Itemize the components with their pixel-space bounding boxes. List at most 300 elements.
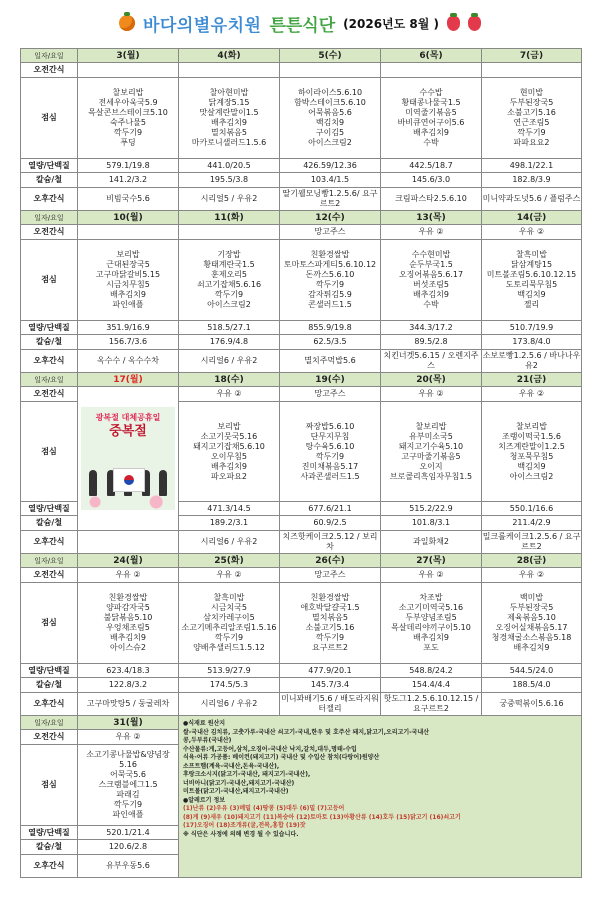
lunch-item: 오징어볶음5.6.17 [398,270,464,279]
lunch-item: 멸치볶음5 [311,613,348,622]
nutrition-row [21,159,582,173]
day-header: 18(수) [179,373,280,387]
lunch-item: 돈까스5.6.10 [305,270,355,279]
lunch-item: 우엉채조림5 [106,623,150,632]
lunch-item: 친환경쌀밥 [310,593,350,602]
lunch-cell [280,402,381,502]
am-snack-cell [179,225,280,240]
nutrition-cell: 518.5/27.1 [179,321,280,335]
lunch-item: 황태콩나물국1.5 [401,98,461,107]
row-label-lunch: 점심 [21,745,78,826]
lunch-item: 포도 [423,643,439,652]
lunch-items [179,422,279,482]
lunch-item: 푸딩 [120,138,136,147]
nutrition-cell: 544.5/24.0 [482,664,582,678]
lunch-item: 소고기메추리알조림1.5.16 [181,623,277,632]
pm-snack-row [21,693,582,716]
title-bar [0,0,600,46]
holiday-name: 중복절 [109,424,147,439]
notes-line: ※ 식단은 사정에 의해 변경 될 수 있습니다. [183,830,299,838]
lunch-item: 쇠고기잡채5.6.16 [196,280,262,289]
row-label-calcium: 칼슘/철 [21,840,78,855]
holiday-title: 광복절 대체공휴일 [95,413,161,422]
week-header-row [21,211,582,225]
notes-panel [179,716,582,878]
pm-snack-cell: 핫도그1.2.5.6.10.12.15 / 요구르트2 [381,693,482,716]
pm-snack-cell: 시리얼6 / 우유2 [179,693,280,716]
lunch-item: 목살콘브스테이크5.10 [88,108,168,117]
lunch-item: 오징어실채볶음5.17 [495,623,568,632]
lunch-item: 짜장밥5.6.10 [305,421,355,431]
holiday-cell [78,387,179,531]
lunch-item: 어묵볶음5.6 [308,108,352,117]
day-header: 21(금) [482,373,582,387]
lunch-item: 애호박달걀국1.5 [300,603,360,612]
am-snack-cell [280,63,381,78]
nutrition-cell: 351.9/16.9 [78,321,179,335]
nutrition-cell: 344.3/17.2 [381,321,482,335]
row-label-am-snack: 오전간식 [21,387,78,402]
am-snack-cell: 우유 ② [78,730,179,745]
lunch-items [280,88,380,148]
am-snack-cell: 망고주스 [280,225,381,240]
lunch-item: 깍두기9 [214,633,244,642]
lunch-item: 찰보리밥 [516,421,547,431]
lunch-item: 멸치볶음5 [210,128,247,137]
calcium-cell: 176.9/4.8 [179,335,280,350]
week-header-row [21,554,582,568]
day-header: 12(수) [280,211,381,225]
lunch-item: 제육볶음5.10 [507,613,556,622]
lunch-cell [482,402,582,502]
lunch-item: 깍두기9 [315,633,345,642]
lunch-item: 닭계장5.15 [208,98,250,107]
lunch-item: 전세우아욱국5.9 [98,98,158,107]
nutrition-cell: 579.1/19.8 [78,159,179,173]
lunch-items [179,593,279,653]
lunch-item: 수박 [423,300,439,309]
lunch-cell [179,240,280,321]
lunch-item: 근대된장국5 [106,260,150,269]
lunch-cell [78,240,179,321]
pm-snack-row [21,350,582,373]
person-icon [159,470,167,496]
lunch-item: 시금치국5 [210,603,247,612]
am-snack-cell [482,63,582,78]
lunch-item: 찰보리밥 [415,421,447,431]
row-label-lunch: 점심 [21,240,78,321]
am-snack-cell: 우유 ② [179,568,280,583]
lunch-item: 함박스테이크5.6.10 [294,98,366,107]
lunch-items [381,250,481,310]
am-snack-cell [381,63,482,78]
lunch-item: 단무지무침 [310,431,350,441]
lunch-items [280,593,380,653]
row-label-header: 일자/요일 [21,49,78,63]
am-snack-cell: 우유 ② [482,225,582,240]
nutrition-cell: 513.9/27.9 [179,664,280,678]
day-header: 10(월) [78,211,179,225]
am-snack-cell [78,63,179,78]
lunch-item: 아이스크림2 [308,138,352,147]
row-label-calcium: 칼슘/철 [21,335,78,350]
lunch-item: 바비큐연어구이5.6 [397,118,465,127]
lunch-row [21,583,582,664]
lunch-item: 깍두기9 [315,451,345,461]
pm-snack-cell [78,531,179,554]
menu-title: 튼튼식단 [269,15,336,36]
day-header: 25(화) [179,554,280,568]
row-label-lunch: 점심 [21,583,78,664]
nutrition-cell: 477.9/20.1 [280,664,381,678]
lunch-item: 토마토스파게티5.6.10.12 [283,260,377,269]
lunch-cell [482,240,582,321]
lunch-item: 탕수육5.6.10 [305,441,355,451]
lunch-item: 청포묵무침5 [509,451,554,461]
calcium-cell: 174.5/5.3 [179,678,280,693]
pm-snack-cell: 옥수수 / 옥수수차 [78,350,179,373]
lunch-item: 배추김치9 [513,643,550,652]
week-header-row [21,49,582,63]
pm-snack-row [21,531,582,554]
pm-snack-cell: 미니꽈배기5.6 / 배도라지워터젤리 [280,693,381,716]
lunch-item: 도토리묵무침5 [505,280,558,289]
lunch-item: 사과콘샐러드1.5 [300,471,360,481]
lunch-item: 깍두기9 [214,290,244,299]
am-snack-cell: 우유 ② [381,225,482,240]
lunch-cell [381,402,482,502]
lunch-item: 소불고기5.16 [507,108,556,117]
nutrition-cell: 520.1/21.4 [78,826,179,840]
lunch-cell [482,583,582,664]
row-label-calcium: 칼슘/철 [21,173,78,188]
lunch-item: 아이스슈2 [109,643,146,652]
lunch-item: 5.16 [119,760,137,769]
calcium-cell: 101.8/3.1 [381,516,482,531]
day-header: 13(목) [381,211,482,225]
lunch-item: 소고기뭇국5.16 [200,431,258,441]
pm-snack-cell: 미니약과도넛5.6 / 플럼주스 [482,188,582,211]
lunch-cell [381,78,482,159]
lunch-items [482,422,581,482]
am-snack-cell: 우유 ② [381,568,482,583]
lunch-items [482,250,581,310]
day-header: 31(월) [78,716,179,730]
nutrition-cell: 442.5/18.7 [381,159,482,173]
pm-snack-cell: 크림파스타2.5.6.10 [381,188,482,211]
row-label-pm-snack: 오후간식 [21,350,78,373]
pm-snack-cell: 소보로빵1.2.5.6 / 바나나우유2 [482,350,582,373]
nutrition-cell: 623.4/18.3 [78,664,179,678]
row-label-calcium: 칼슘/철 [21,678,78,693]
strawberry-icon [447,16,460,31]
lunch-item: 유부미소국5 [409,431,453,441]
pm-snack-cell: 시리얼6 / 우유2 [179,350,280,373]
row-label-lunch: 점심 [21,402,78,502]
row-label-nutrition: 열량/단백질 [21,321,78,335]
lunch-item: 친환경쌀밥 [108,593,148,602]
lunch-item: 현미밥 [519,88,544,97]
row-label-am-snack: 오전간식 [21,568,78,583]
lunch-item: 수박 [423,138,439,147]
day-header: 24(월) [78,554,179,568]
lunch-item: 진미채볶음5.17 [301,461,359,471]
pm-snack-cell: 비빔국수5.6 [78,188,179,211]
lunch-items [280,422,380,482]
lunch-item: 스크램블에그1.5 [98,780,158,789]
lunch-item: 찰아현미밥 [209,88,249,97]
am-snack-cell: 우유 ② [482,387,582,402]
day-header: 26(수) [280,554,381,568]
am-snack-row [21,568,582,583]
week-header-row [21,716,582,730]
lunch-cell [280,78,381,159]
lunch-items [482,88,581,148]
notes-line: 콩,두부류(국내산) [183,737,232,744]
lunch-cell [179,78,280,159]
pm-snack-cell: 유부우동5.6 [78,855,179,878]
nutrition-cell: 855.9/19.8 [280,321,381,335]
lunch-item: 불닭볶음5.10 [103,613,153,622]
lunch-item: 파래김 [116,790,140,799]
strawberry-icon [468,16,481,31]
calcium-cell: 173.8/4.0 [482,335,582,350]
lunch-cell [381,240,482,321]
day-header: 17(월) [78,373,179,387]
calcium-cell: 120.6/2.8 [78,840,179,855]
notes-line: (17)오징어 (18)조개류(굴,전복,홍합 (19)잣 [183,822,306,829]
lunch-item: 보리밥 [217,421,241,431]
pm-snack-row [21,188,582,211]
nutrition-cell: 426.59/12.36 [280,159,381,173]
notes-line: 식육·어류 가공품: 베이컨(돼지고기) 국내산 및 수입산 참치(다랑어)원양산 [183,754,380,761]
lunch-item: 보리밥 [116,250,140,259]
lunch-items [78,88,178,148]
lunch-item: 순두부국1.5 [409,260,453,269]
lunch-item: 백김치9 [517,461,546,471]
lunch-item: 수수현미밥 [411,250,451,259]
lunch-item: 찰흑미밥 [213,593,245,602]
lunch-item: 고구마닭갈비5.15 [95,270,161,279]
lunch-item: 찰흑미밥 [516,250,547,259]
lunch-cell [179,402,280,502]
lunch-item: 배추김치9 [412,633,449,642]
am-snack-cell: 망고주스 [280,568,381,583]
day-header: 5(수) [280,49,381,63]
row-label-pm-snack: 오후간식 [21,693,78,716]
blossom-icon [81,494,175,510]
lunch-item: 콘샐러드1.5 [308,300,352,309]
calcium-cell: 211.4/2.9 [482,516,582,531]
lunch-item: 양배추샐러드1.5.12 [193,643,265,652]
am-snack-cell [78,225,179,240]
day-header: 19(수) [280,373,381,387]
row-label-am-snack: 오전간식 [21,63,78,78]
lunch-item: 목살데리야끼구이5.10 [391,623,471,632]
notes-line: ●알레르기 정보 [183,796,226,804]
lunch-items [280,250,380,310]
calcium-cell: 189.2/3.1 [179,516,280,531]
nutrition-cell: 441.0/20.5 [179,159,280,173]
row-label-header: 일자/요일 [21,211,78,225]
row-label-nutrition: 열량/단백질 [21,159,78,173]
row-label-header: 일자/요일 [21,554,78,568]
lunch-item: 배추김치9 [109,290,146,299]
lunch-items [381,422,481,482]
lunch-cell [381,583,482,664]
lunch-item: 닭삼계탕15 [510,260,553,269]
calcium-row [21,678,582,693]
lunch-item: 하이라이스5.6.10 [297,88,363,97]
lunch-cell [78,745,179,826]
lunch-item: 버섯조림5 [412,280,449,289]
lunch-item: 두부된장국5 [509,98,554,107]
nutrition-cell: 510.7/19.9 [482,321,582,335]
lunch-item: 시금치무침5 [106,280,150,289]
notes-line: 소프트햄(계육-국내산,돈육-국내산), [183,762,280,770]
lunch-item: 훈제오리5 [210,270,247,279]
menu-date: (2026년도 8월 ) [343,16,440,31]
calcium-cell: 188.5/4.0 [482,678,582,693]
day-header: 27(목) [381,554,482,568]
day-header: 28(금) [482,554,582,568]
pm-snack-cell: 딸기웰모닝빵1.2.5.6/ 요구르트2 [280,188,381,211]
lunch-item: 삼치카레구이5 [203,613,255,622]
lunch-cell [482,78,582,159]
menu-table [20,48,582,878]
nutrition-cell: 550.1/16.6 [482,502,582,516]
lunch-item: 기장밥 [217,250,241,259]
lunch-item: 두부된장국5 [509,603,554,612]
person-icon [89,470,97,496]
am-snack-row [21,387,582,402]
row-label-am-snack: 오전간식 [21,225,78,240]
row-label-header: 일자/요일 [21,716,78,730]
am-snack-row [21,63,582,78]
pm-snack-cell: 치킨너겟5.6.15 / 오렌지주스 [381,350,482,373]
lunch-row [21,78,582,159]
notes-line: (1)난류 (2)우유 (3)메밀 (4)땅콩 (5)대두 (6)밀 (7)고등어 [183,805,345,812]
flag-icon [113,468,145,492]
lunch-item: 깍두기9 [113,800,143,809]
lunch-item: 황태계란국1.5 [203,260,255,269]
notes-line: 미트볼(닭고기-국내산,돼지고기-국내산) [183,788,289,795]
lunch-item: 돼지고기수육5.10 [398,441,464,451]
week-header-row [21,373,582,387]
calcium-cell: 62.5/3.5 [280,335,381,350]
nutrition-cell: 471.3/14.5 [179,502,280,516]
lunch-item: 파인애플 [112,810,144,819]
lunch-cell [78,78,179,159]
lunch-item: 숙주나물5 [109,118,146,127]
notes-line: 후랑크소시지(닭고기-국내산, 돼지고기-국내산), [183,771,311,778]
lunch-item: 깍두기9 [113,128,143,137]
day-header: 20(목) [381,373,482,387]
lunch-item: 아이스크림2 [509,471,554,481]
lunch-item: 치즈계란말이1.2.5 [498,441,565,451]
lunch-item: 깍두기9 [517,128,546,137]
pm-snack-cell: 치즈핫케이크2.5.12 / 보리차 [280,531,381,554]
row-label-nutrition: 열량/단백질 [21,502,78,516]
calcium-cell: 195.5/3.8 [179,173,280,188]
lunch-item: 브로콜리흑임자무침1.5 [389,471,473,481]
notes-line: 쌀-국내산 김치류, 고춧가루-국내산 쇠고기-국내,한우 및 호주산 돼지,닭고기,오리고기-국내산 [183,728,430,736]
am-snack-cell: 우유 ② [381,387,482,402]
lunch-items [381,593,481,653]
row-label-header: 일자/요일 [21,373,78,387]
lunch-row [21,240,582,321]
pm-snack-cell: 고구마맛탕5 / 둥굴레차 [78,693,179,716]
lunch-item: 소고기콩나물밥&양념장 [86,750,170,759]
lunch-item: 배추김치9 [109,633,146,642]
lunch-item: 감자튀김5.9 [308,290,352,299]
nutrition-cell: 515.2/22.9 [381,502,482,516]
nutrition-cell: 548.8/24.2 [381,664,482,678]
holiday-poster [81,407,175,510]
calcium-cell: 60.9/2.5 [280,516,381,531]
lunch-item: 구이김5 [315,128,345,137]
lunch-item: 소고기미역국5.16 [398,603,464,612]
lunch-item: 조랭이떡국1.5.6 [502,431,561,441]
lunch-item: 백김치9 [315,118,345,127]
pm-snack-cell: 과일화채2 [381,531,482,554]
lunch-items [179,88,279,148]
lunch-items [78,750,178,820]
lunch-item: 돼지고기잡채5.6.10 [193,441,265,451]
day-header: 6(목) [381,49,482,63]
lunch-item: 연근조림5 [513,118,550,127]
calcium-cell: 145.7/3.4 [280,678,381,693]
lunch-items [381,88,481,148]
lunch-item: 친환경쌀밥 [310,250,350,259]
calcium-row [21,335,582,350]
calcium-cell: 145.6/3.0 [381,173,482,188]
row-label-pm-snack: 오후간식 [21,855,78,878]
lunch-item: 요구르트2 [311,643,348,652]
row-label-am-snack: 오전간식 [21,730,78,745]
row-label-pm-snack: 오후간식 [21,531,78,554]
lunch-item: 젤리 [523,300,540,309]
lunch-item: 아이스크림2 [207,300,251,309]
lunch-item: 차조밥 [419,593,443,602]
calcium-cell: 103.4/1.5 [280,173,381,188]
day-header: 11(화) [179,211,280,225]
notes-line: 너비아니(닭고기-국내산,돼지고기-국내산) [183,779,295,787]
lunch-cell [280,240,381,321]
lunch-item: 어묵국5.6 [110,770,146,779]
lunch-item: 배추김치9 [210,118,247,127]
lunch-item: 파인애플 [112,300,144,309]
persimmon-icon [119,15,135,31]
row-label-nutrition: 열량/단백질 [21,664,78,678]
calcium-cell: 154.4/4.4 [381,678,482,693]
am-snack-cell: 우유 ② [179,387,280,402]
lunch-item: 맛살계란말이1.5 [199,108,259,117]
am-snack-cell: 망고주스 [280,387,381,402]
lunch-items [78,250,178,310]
am-snack-row [21,225,582,240]
lunch-item: 청경채굴소스볶음5.18 [491,633,572,642]
day-header: 7(금) [482,49,582,63]
lunch-item: 마카로니샐러드1.5.6 [191,138,267,147]
lunch-item: 백미밥 [519,593,544,602]
calcium-cell: 156.7/3.6 [78,335,179,350]
lunch-item: 배추김치9 [210,461,247,471]
nutrition-cell: 498.1/22.1 [482,159,582,173]
day-header: 4(화) [179,49,280,63]
pm-snack-cell: 시리얼5 / 우유2 [179,188,280,211]
lunch-item: 파오파요2 [210,471,247,481]
